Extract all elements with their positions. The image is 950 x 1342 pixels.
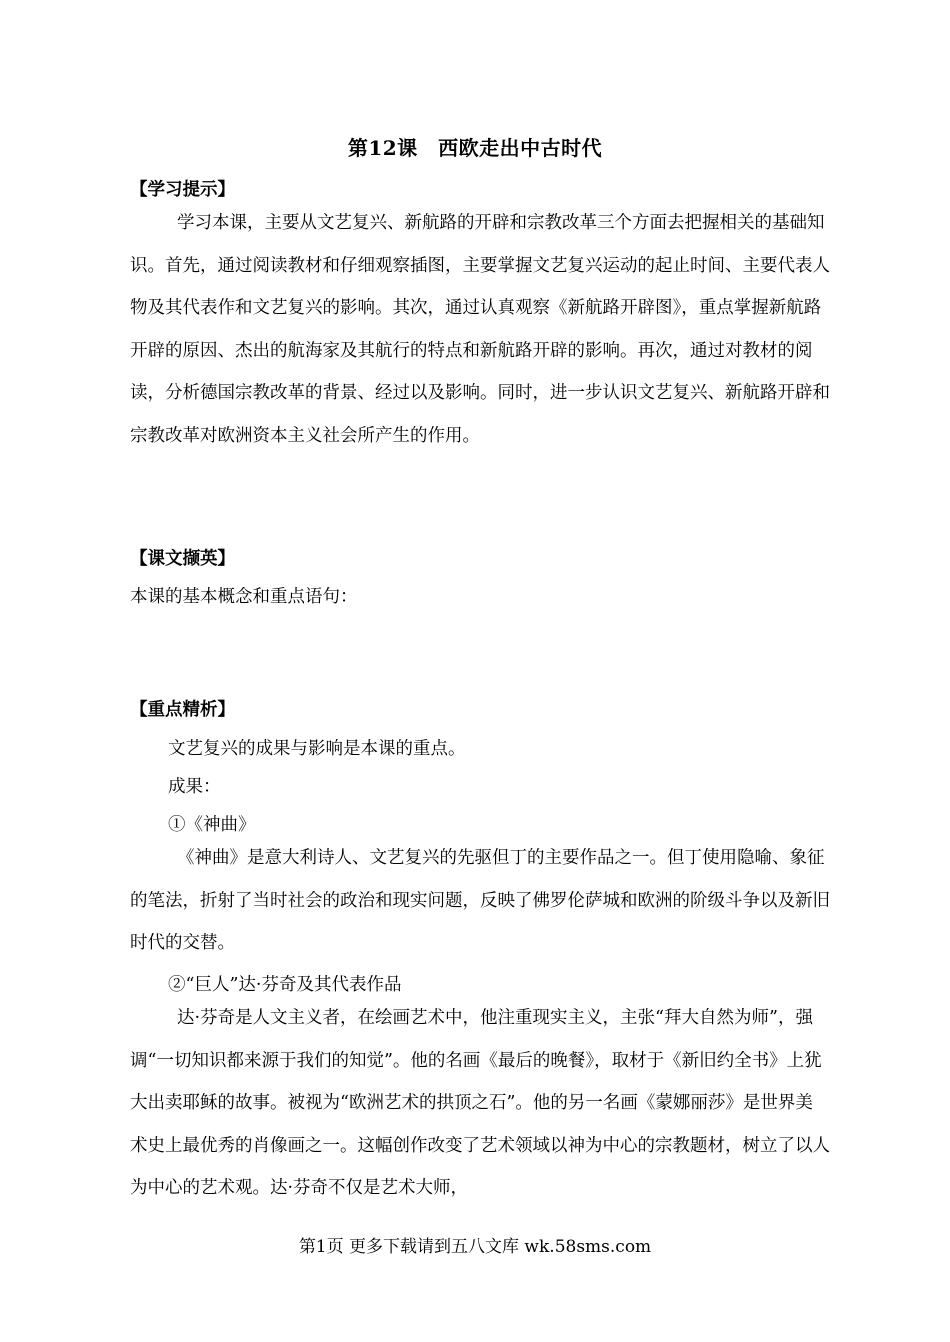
section-heading-analysis: 【重点精析】 bbox=[130, 700, 235, 720]
analysis-intro: 文艺复兴的成果与影响是本课的重点。 bbox=[168, 739, 466, 759]
excerpt-text: 本课的基本概念和重点语句： bbox=[130, 587, 358, 607]
achievements-label: 成果： bbox=[168, 777, 221, 797]
page-footer: 第1页 更多下载请到五八文库 wk.58sms.com bbox=[298, 1237, 652, 1257]
page-title: 第12课 西欧走出中古时代 bbox=[347, 136, 603, 160]
section-heading-hint: 【学习提示】 bbox=[130, 180, 235, 200]
hint-paragraph: 学习本课，主要从文艺复兴、新航路的开辟和宗教改革三个方面去把握相关的基础知识。首先，通过阅读教材和仔细观察插图，主要掌握文艺复兴运动的起止时间、主要代表人物及其代表作和文艺复兴的影响。其次，通过认真观察《新航路开辟图》，重点掌握新航路开辟的原因、杰出的航海家及其航行的特点和新航路开辟的影响。再次，通过对教材的阅读，分析德国宗教改革的背景、经过以及影响。同时，进一步认识文艺复兴、新航路开辟和宗教改革对欧洲资本主义社会所产生的作用。 bbox=[130, 213, 830, 446]
item2-paragraph: 达·芬奇是人文主义者，在绘画艺术中，他注重现实主义，主张“拜大自然为师”，强调“一切知识都来源于我们的知觉”。他的名画《最后的晚餐》，取材于《新旧约全书》上犹大出卖耶稣的故事。被视为“欧洲艺术的拱顶之石”。他的另一名画《蒙娜丽莎》是世界美术史上最优秀的肖像画之一。这幅创作改变了艺术领域以神为中心的宗教题材，树立了以人为中心的艺术观。达·芬奇不仅是艺术大师， bbox=[130, 1008, 830, 1198]
section-heading-excerpt: 【课文撷英】 bbox=[130, 549, 235, 569]
item1-title: ①《神曲》 bbox=[168, 815, 256, 835]
item2-title: ②“巨人”达·芬奇及其代表作品 bbox=[168, 975, 402, 995]
item1-paragraph: 《神曲》是意大利诗人、文艺复兴的先驱但丁的主要作品之一。但丁使用隐喻、象征的笔法，折射了当时社会的政治和现实问题，反映了佛罗伦萨城和欧洲的阶级斗争以及新旧时代的交替。 bbox=[130, 848, 830, 953]
